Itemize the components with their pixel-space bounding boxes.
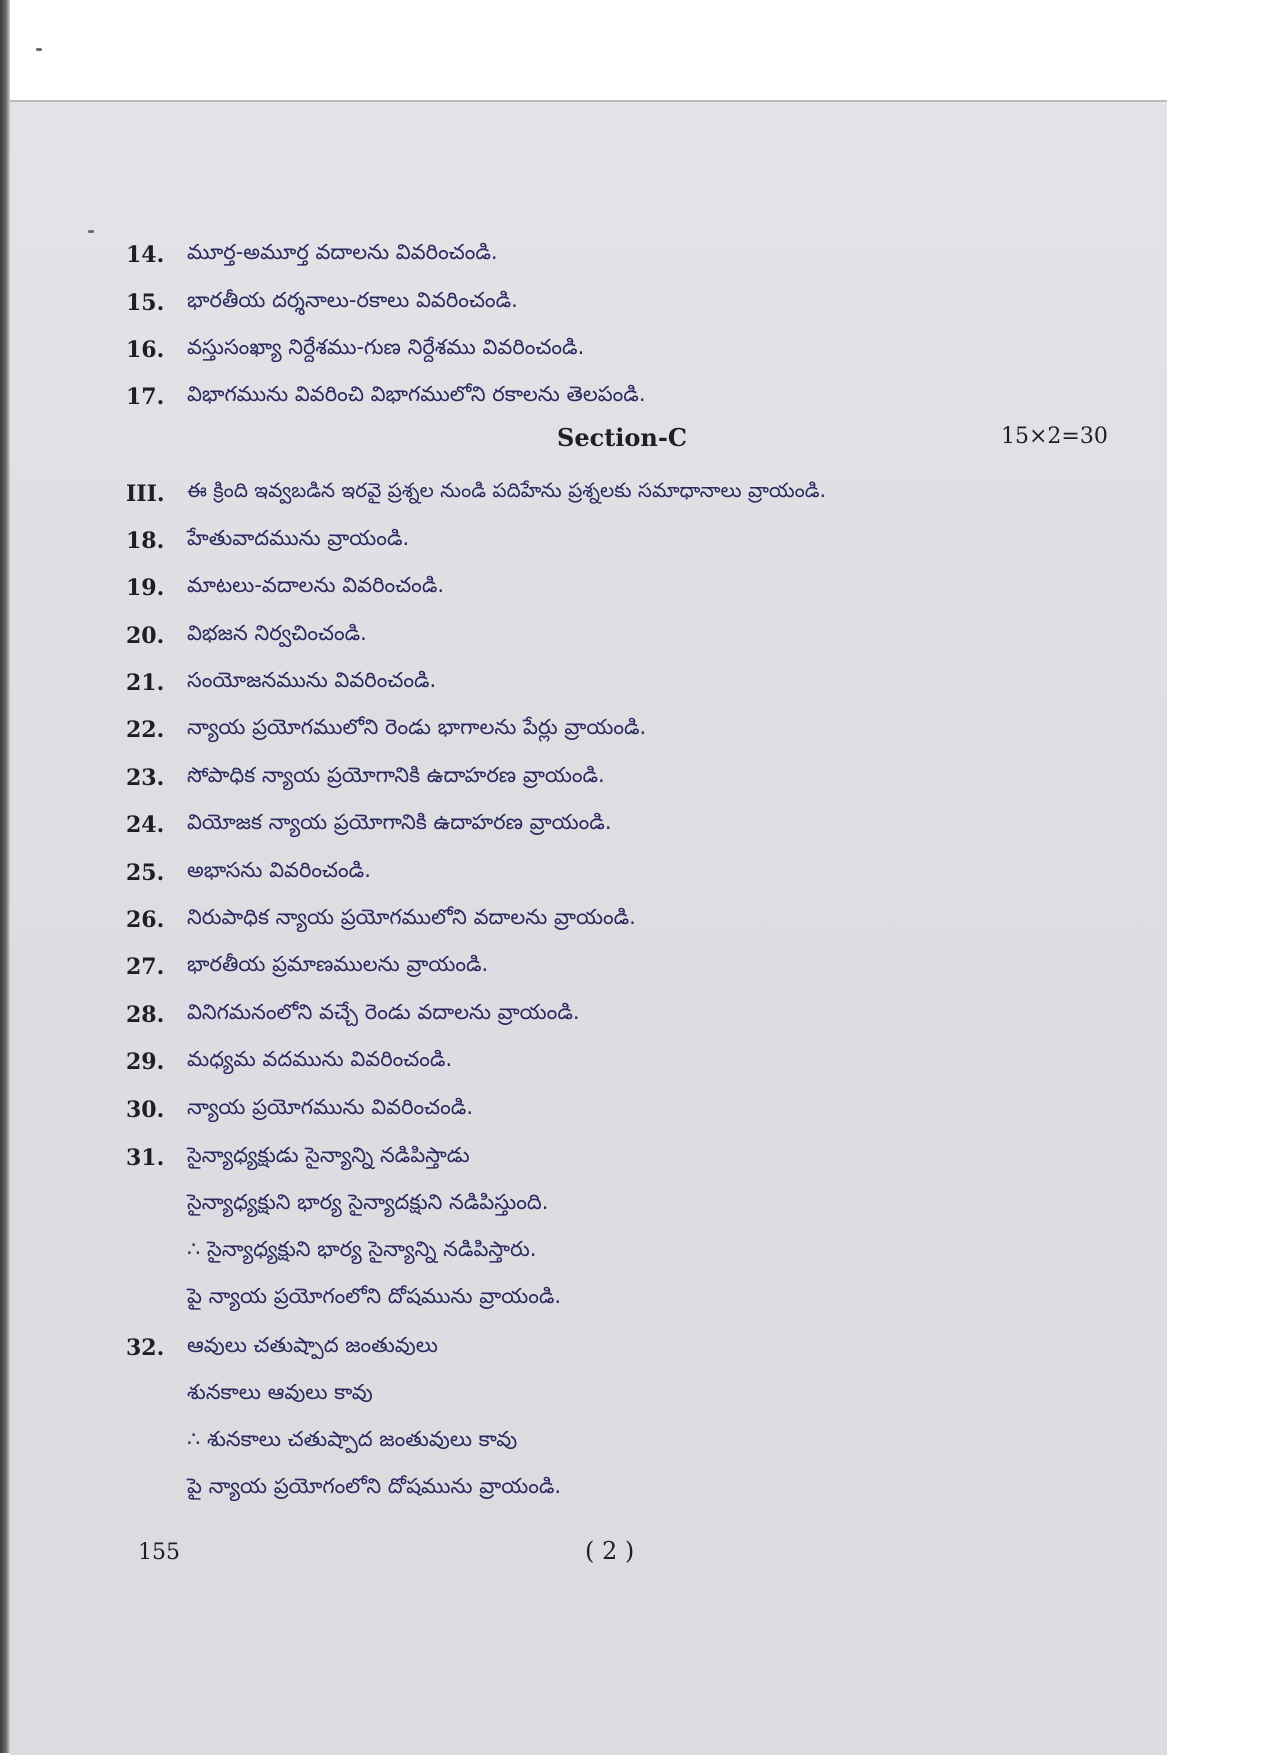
question-text: విభజన నిర్వచించండి. [187, 621, 367, 645]
question-number: 24. [126, 812, 165, 838]
question-text: సోపాధిక న్యాయ ప్రయోగానికి ఉదాహరణ వ్రాయండి. [187, 763, 605, 787]
question-text: మూర్త-అమూర్త వదాలను వివరించండి. [187, 240, 498, 264]
question-number: 17. [126, 384, 165, 410]
question-text: హేతువాదమును వ్రాయండి. [187, 526, 410, 550]
question-number: 25. [126, 860, 165, 886]
question-text: ఆవులు చతుష్పాద జంతువులు [187, 1333, 438, 1357]
question-text: న్యాయ ప్రయోగమును వివరించండి. [187, 1095, 473, 1119]
question-number: 14. [126, 242, 165, 268]
question-number: III. [126, 481, 165, 507]
question-text: మాటలు-వదాలను వివరించండి. [187, 573, 445, 597]
question-line: శునకాలు ఆవులు కావు [187, 1380, 373, 1404]
scan-edge-left [0, 0, 10, 1753]
question-number: 26. [126, 907, 165, 933]
question-number: 20. [126, 623, 165, 649]
question-number: 16. [126, 337, 165, 363]
question-number: 23. [126, 765, 165, 791]
question-text: మధ్యమ వదమును వివరించండి. [187, 1047, 453, 1071]
question-line: సైన్యాధ్యక్షుని భార్య సైన్యాదక్షుని నడిపిస్తుంది. [187, 1190, 549, 1214]
question-text: న్యాయ ప్రయోగములోని రెండు భాగాలను పేర్లు వ్రాయండి. [187, 715, 647, 739]
scan-margin-right [1167, 100, 1275, 1753]
question-number: 28. [126, 1002, 165, 1028]
question-text: సంయోజనమును వివరించండి. [187, 668, 437, 692]
footer-code: 155 [138, 1540, 180, 1565]
question-text: వినిగమనంలోని వచ్చే రెండు వదాలను వ్రాయండి. [187, 1000, 580, 1024]
question-line: పై న్యాయ ప్రయోగంలోని దోషమును వ్రాయండి. [187, 1474, 562, 1498]
footer-page-number: ( 2 ) [585, 1537, 635, 1565]
scan-margin-top [0, 0, 1275, 100]
question-line: పై న్యాయ ప్రయోగంలోని దోషమును వ్రాయండి. [187, 1284, 562, 1308]
question-number: 31. [126, 1145, 165, 1171]
question-line: ∴ సైన్యాధ్యక్షుని భార్య సైన్యాన్ని నడిపిస్తారు. [187, 1237, 537, 1261]
question-number: 29. [126, 1049, 165, 1075]
question-number: 22. [126, 717, 165, 743]
question-text: విభాగమును వివరించి విభాగములోని రకాలను తెలపండి. [187, 382, 646, 406]
question-line: ∴ శునకాలు చతుష్పాద జంతువులు కావు [187, 1427, 518, 1451]
question-text: భారతీయ దర్శనాలు-రకాలు వివరించండి. [187, 288, 518, 312]
question-number: 32. [126, 1335, 165, 1361]
question-text: నిరుపాధిక న్యాయ ప్రయోగములోని వదాలను వ్రాయండి. [187, 905, 636, 929]
question-number: 21. [126, 670, 165, 696]
question-text: వస్తుసంఖ్యా నిర్దేశము-గుణ నిర్దేశము వివరించండి. [187, 335, 585, 359]
question-text: ఈ క్రింది ఇవ్వబడిన ఇరవై ప్రశ్నల నుండి పదిహేను ప్రశ్నలకు సమాధానాలు వ్రాయండి. [187, 478, 826, 502]
question-number: 15. [126, 290, 165, 316]
question-text: వియోజక న్యాయ ప్రయోగానికి ఉదాహరణ వ్రాయండి. [187, 810, 612, 834]
scan-speck [88, 230, 94, 233]
question-text: సైన్యాధ్యక్షుడు సైన్యాన్ని నడిపిస్తాడు [187, 1143, 470, 1167]
section-heading: Section-C [557, 423, 687, 452]
question-text: అభాసను వివరించండి. [187, 858, 371, 882]
section-marks: 15×2=30 [1001, 424, 1108, 449]
question-number: 27. [126, 954, 165, 980]
question-number: 19. [126, 575, 165, 601]
scan-speck [36, 48, 42, 51]
question-text: భారతీయ ప్రమాణములను వ్రాయండి. [187, 952, 489, 976]
question-number: 18. [126, 528, 165, 554]
question-number: 30. [126, 1097, 165, 1123]
